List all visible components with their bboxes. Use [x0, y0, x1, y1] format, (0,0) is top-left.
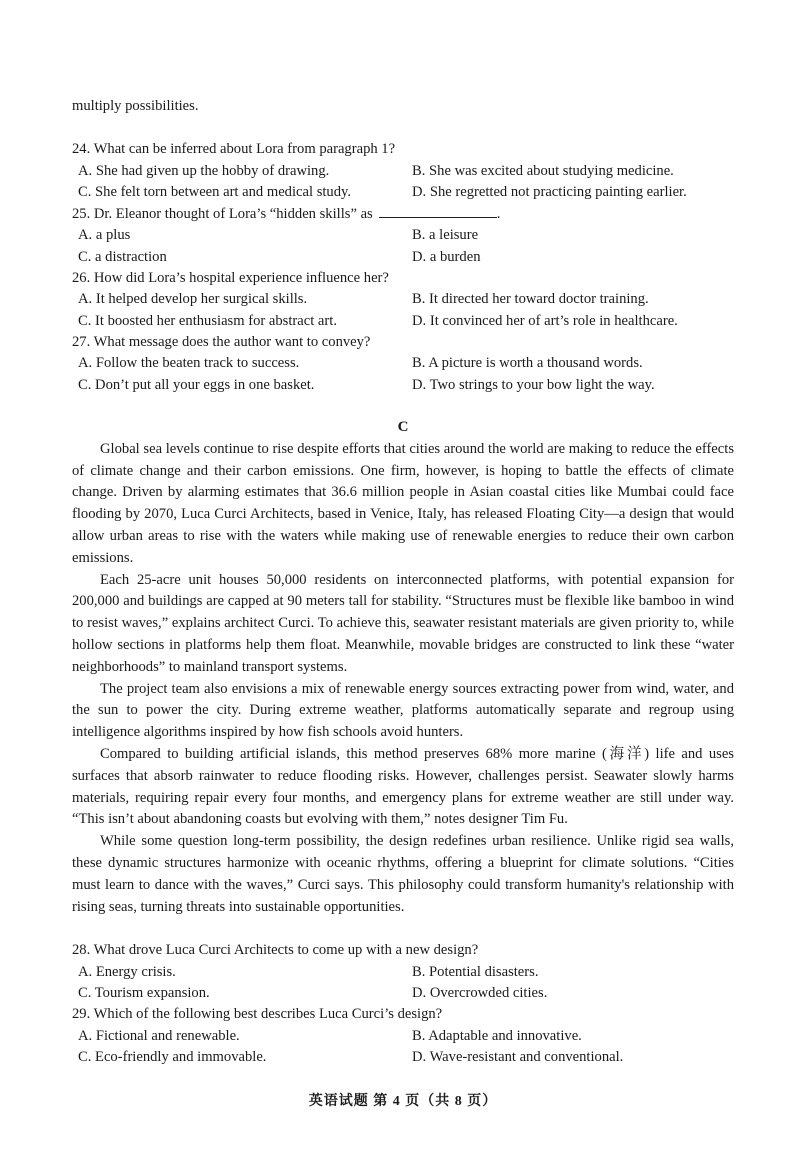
option-a: A. Fictional and renewable.: [78, 1027, 240, 1044]
option-b: B. a leisure: [412, 227, 479, 244]
option-c: C. Tourism expansion.: [78, 984, 210, 1001]
option-c: C. She felt torn between art and medical study.: [78, 183, 352, 200]
option-a: A. She had given up the hobby of drawing.: [78, 162, 330, 179]
answer-blank: [379, 203, 497, 218]
option-c: C. Don’t put all your eggs in one basket.: [78, 376, 315, 393]
question-28: [72, 940, 734, 1004]
question-24: [72, 139, 734, 203]
paragraph: The project team also envisions a mix of renewable energy sources extracting power from wind, water, and the sun to power the city. During extreme weather, platforms automatically separate and regroup using intelligence algorithms inspired by how fish schools avoid hunters.: [72, 680, 734, 741]
section-heading: C: [397, 418, 409, 435]
page-footer: 英语试题 第 4 页（共 8 页）: [308, 1094, 498, 1110]
option-d: D. It convinced her of art’s role in healthcare.: [412, 312, 678, 329]
question-26: [72, 268, 734, 332]
option-a: A. Energy crisis.: [78, 963, 176, 980]
passage-c: [72, 439, 734, 919]
option-b: B. Adaptable and innovative.: [412, 1027, 582, 1044]
paragraph: Global sea levels continue to rise despite efforts that cities around the world are making to reduce the effects of climate change and their carbon emissions. One firm, however, is hoping to battle the effects of climate change. Driven by alarming estimates that 36.6 million people in Asian coastal cities like Mumbai could face flooding by 2070, Luca Curci Architects, based in Venice, Italy, has released Floating City—a design that would allow urban areas to rise with the waters while making use of renewable energies to reduce their own carbon emissions.: [72, 440, 734, 566]
question-stem: 28. What drove Luca Curci Architects to come up with a new design?: [72, 942, 479, 959]
option-c: C. Eco-friendly and immovable.: [78, 1048, 267, 1065]
paragraph: While some question long-term possibility, the design redefines urban resilience. Unlike rigid sea walls, these dynamic structures harmonize with oceanic rhythms, offering a blueprint for climate solutions. “Cities must learn to dance with the waves,” Curci says. This philosophy could transform humanity's relationship with rising seas, turning threats into sustainable opportunities.: [72, 833, 734, 915]
option-c: C. It boosted her enthusiasm for abstract art.: [78, 312, 337, 329]
question-stem: 26. How did Lora’s hospital experience influence her?: [72, 270, 389, 287]
question-25: 25. Dr. Eleanor thought of Lora’s “hidden skills” as . A. a plus B. a leisure C. a distraction D. a burden: [72, 203, 734, 268]
option-b: B. A picture is worth a thousand words.: [412, 355, 643, 372]
top-fragment: [72, 96, 734, 117]
question-stem: 24. What can be inferred about Lora from paragraph 1?: [72, 141, 396, 158]
option-d: D. She regretted not practicing painting earlier.: [412, 183, 687, 200]
option-b: B. It directed her toward doctor training.: [412, 291, 649, 308]
question-27: [72, 332, 734, 396]
questions-section-c: [72, 940, 734, 1068]
option-a: A. a plus: [78, 227, 131, 244]
option-d: D. Overcrowded cities.: [412, 984, 548, 1001]
option-b: B. Potential disasters.: [412, 963, 539, 980]
option-c: C. a distraction: [78, 248, 167, 265]
question-stem: 29. Which of the following best describes Luca Curci’s design?: [72, 1006, 443, 1023]
option-b: B. She was excited about studying medicine.: [412, 162, 674, 179]
question-29: [72, 1004, 734, 1068]
questions-section-b: [72, 139, 734, 396]
question-stem: 27. What message does the author want to convey?: [72, 333, 371, 350]
option-d: D. Wave-resistant and conventional.: [412, 1048, 624, 1065]
option-a: A. Follow the beaten track to success.: [78, 355, 300, 372]
fragment-text: multiply possibilities.: [72, 98, 199, 114]
paragraph: Each 25-acre unit houses 50,000 residents on interconnected platforms, with potential expansion for 200,000 and buildings are capped at 90 meters tall for stability. “Structures must be flexible like bamboo in wind to resist waves,” explains architect Curci. To achieve this, seawater resistant materials are given priority to, while hollow sections in platforms help them float. Meanwhile, movable bridges are constructed to link these “water neighborhoods” to mainland transport systems.: [72, 571, 734, 675]
option-d: D. a burden: [412, 248, 481, 265]
paragraph: Compared to building artificial islands, this method preserves 68% more marine (海洋) life and uses surfaces that absorb rainwater to reduce flooding risks. However, challenges persist. Seawater slowly harms materials, requiring repair every four months, and emergency plans for extreme weather are still under way. “This isn’t about abandoning coasts but evolving with them,” notes designer Tim Fu.: [72, 746, 734, 828]
option-d: D. Two strings to your bow light the way.: [412, 376, 655, 393]
option-a: A. It helped develop her surgical skills.: [78, 291, 308, 308]
question-stem: 25. Dr. Eleanor thought of Lora’s “hidden skills” as: [72, 206, 373, 223]
